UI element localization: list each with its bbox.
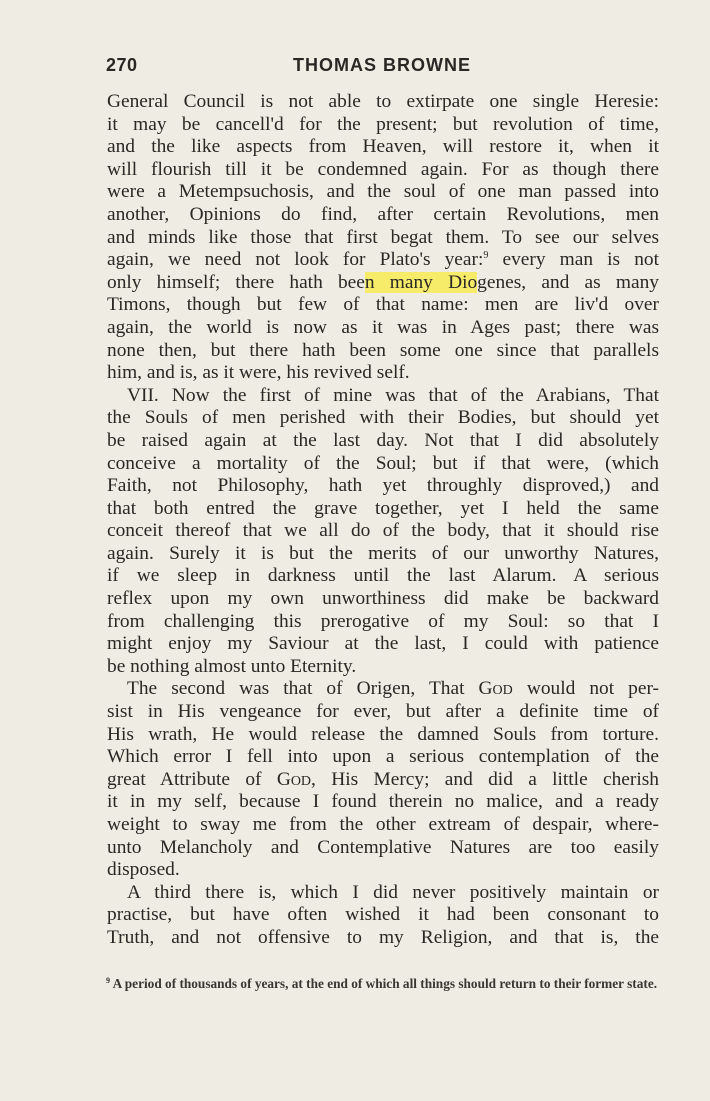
text-line (107, 272, 659, 295)
text-segment: only himself; there hath bee (107, 271, 365, 293)
text-line: again. Surely it is but the merits of our unworthy Natures, (107, 542, 659, 564)
running-head: THOMAS BROWNE (293, 55, 471, 75)
text-line: him, and is, as it were, his revived self. (107, 362, 410, 384)
text-segment: again, we need not look for Plato's year: (107, 249, 484, 271)
page-number: 270 (106, 55, 138, 75)
text-segment: genes, and as many (477, 271, 659, 293)
text-line: His wrath, He would release the damned Souls from torture. (107, 723, 659, 745)
text-segment: , His Mercy; and did a little cherish (311, 768, 659, 790)
small-caps-word: God (478, 678, 513, 700)
text-line: be nothing almost unto Eternity. (107, 655, 357, 677)
text-segment: great Attribute of (107, 768, 277, 790)
text-line: another, Opinions do find, after certain Revolutions, men (107, 203, 659, 225)
text-line: A third there is, which I did never positively maintain or (127, 881, 659, 903)
text-line: conceive a mortality of the Soul; but if that were, (which (107, 452, 659, 474)
text-line: VII. Now the first of mine was that of the Arabians, That (127, 384, 659, 406)
text-line: it in my self, because I found therein no malice, and a ready (107, 791, 659, 813)
text-line: were a Metempsuchosis, and the soul of one man passed into (107, 181, 659, 203)
text-line: if we sleep in darkness until the last Alarum. A serious (107, 565, 659, 587)
text-line: from challenging this prerogative of my Soul: so that I (107, 610, 659, 632)
text-line: conceit thereof that we all do of the body, that it should rise (107, 520, 659, 542)
text-line: might enjoy my Saviour at the last, I could with patience (107, 633, 659, 655)
text-line (107, 249, 659, 272)
text-line: practise, but have often wished it had been consonant to (107, 904, 659, 926)
text-line: Which error I fell into upon a serious contemplation of the (107, 746, 659, 768)
text-line (107, 678, 659, 701)
text-line (107, 769, 659, 792)
footnote-marker: 9 (106, 976, 110, 985)
text-line: unto Melancholy and Contemplative Natures are too easily (107, 836, 659, 858)
body-text (107, 91, 659, 950)
text-line: Faith, not Philosophy, hath yet throughly disproved,) and (107, 475, 659, 497)
text-line: Timons, though but few of that name: men are liv'd over (107, 294, 659, 316)
text-segment: The second was that of Origen, That (127, 678, 479, 700)
text-line: Truth, and not offensive to my Religion, and that is, the (107, 926, 659, 948)
text-line: disposed. (107, 859, 180, 881)
text-line: that both entred the grave together, yet I held the same (107, 497, 659, 519)
text-line: be raised again at the last day. Not that I did absolutely (107, 429, 659, 451)
text-segment: every man is not (502, 249, 660, 271)
footnote-reference[interactable]: 9 (483, 250, 489, 262)
text-segment: would not per- (512, 678, 659, 700)
text-line: and the like aspects from Heaven, will restore it, when it (107, 136, 659, 158)
text-line: the Souls of men perished with their Bodies, but should yet (107, 407, 659, 429)
text-line: and minds like those that first begat them. To see our selves (107, 226, 659, 248)
footnote (106, 976, 658, 992)
page-header (106, 53, 658, 83)
text-line: will flourish till it be condemned again. For as though there (107, 158, 659, 180)
small-caps-word: God (276, 768, 312, 790)
text-line: reflex upon my own unworthiness did make be backward (107, 588, 659, 610)
text-line: it may be cancell'd for the present; but revolution of time, (107, 113, 659, 135)
footnote-text: A period of thousands of years, at the end of which all things should return to their former state. (112, 976, 658, 991)
text-line: General Council is not able to extirpate one single Heresie: (107, 91, 659, 112)
highlighted-text: n many Dio (364, 271, 478, 293)
text-line: none then, but there hath been some one since that parallels (107, 339, 659, 361)
text-line: again, the world is now as it was in Ages past; there was (107, 316, 659, 338)
text-line: weight to sway me from the other extream of despair, where- (107, 814, 659, 835)
text-line: sist in His vengeance for ever, but after a definite time of (107, 701, 659, 723)
